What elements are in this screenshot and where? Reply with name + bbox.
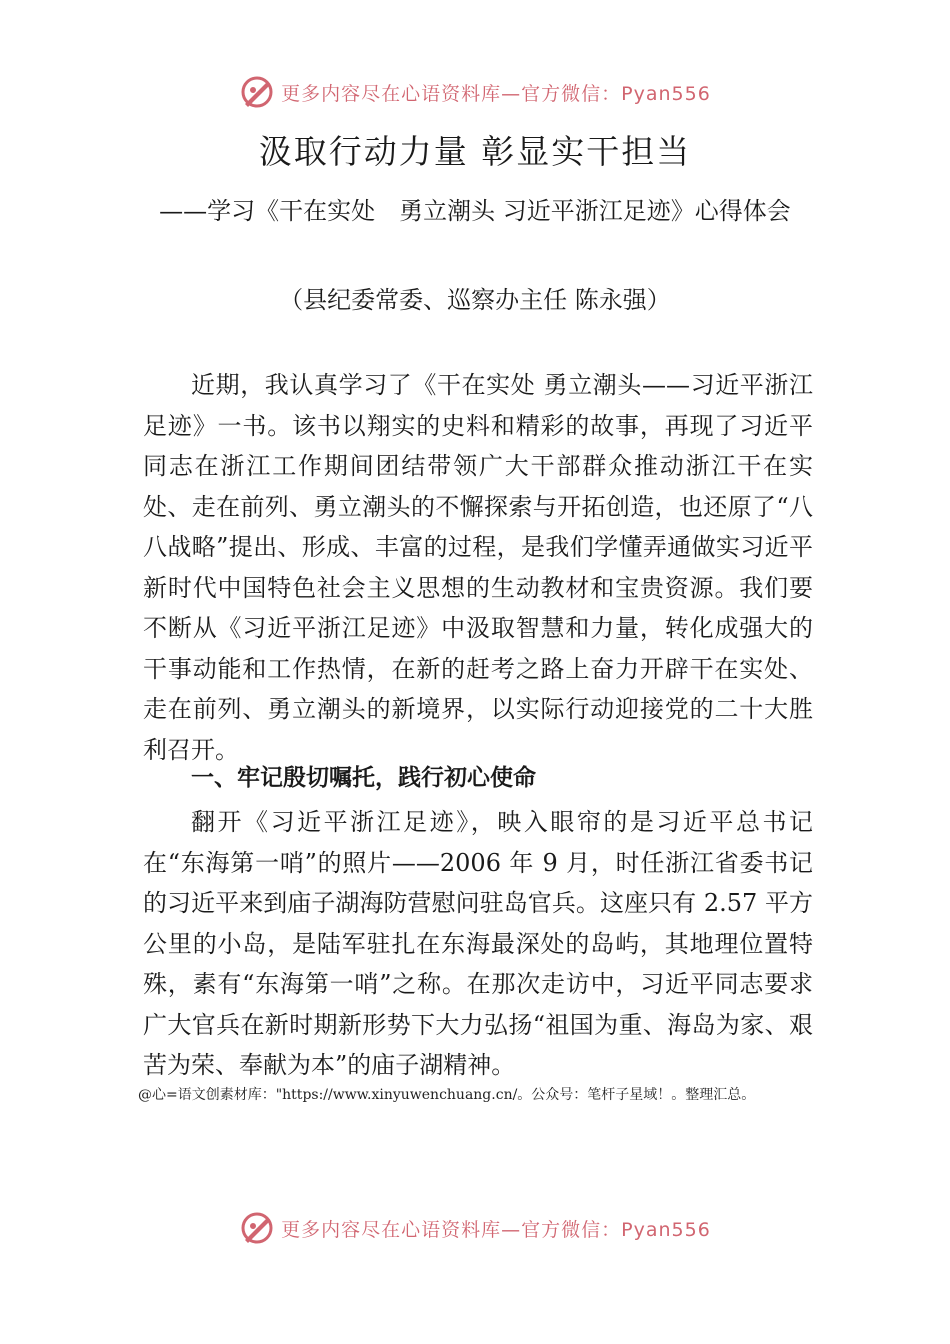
- document-title: 汲取行动力量 彰显实干担当: [258, 132, 692, 171]
- source-footnote: @心=语文创素材库："https://www.xinyuwenchuang.cn/。公众号：笔杆子星域！。整理汇总。: [138, 1087, 756, 1103]
- document-subtitle: ——学习《干在实处 勇立潮头 习近平浙江足迹》心得体会: [159, 197, 791, 225]
- document-author: （县纪委常委、巡察办主任 陈永强）: [279, 286, 671, 314]
- bottom-watermark-banner: [0, 1208, 950, 1248]
- banner-text: 更多内容尽在心语资料库—官方微信：Pyan556: [281, 82, 711, 105]
- top-watermark-banner: [0, 72, 950, 112]
- paragraph-intro: 近期，我认真学习了《干在实处 勇立潮头——习近平浙江足迹》一书。该书以翔实的史料和精彩的故事，再现了习近平同志在浙江工作期间团结带领广大干部群众推动浙江干在实处、走在前列、勇立潮头的不懈探索与开拓创造，也还原了“八八战略”提出、形成、丰富的过程，是我们学懂弄通做实习近平新时代中国特色社会主义思想的生动教材和宝贵资源。我们要不断从《习近平浙江足迹》中汲取智慧和力量，转化成强大的干事动能和工作热情，在新的赶考之路上奋力开辟干在实处、走在前列、勇立潮头的新境界，以实际行动迎接党的二十大胜利召开。: [143, 371, 813, 764]
- paragraph-section-1: 翻开《习近平浙江足迹》，映入眼帘的是习近平总书记在“东海第一哨”的照片——2006 年 9 月，时任浙江省委书记的习近平来到庙子湖海防营慰问驻岛官兵。这座只有 2.57 平方公里的小岛，是陆军驻扎在东海最深处的岛屿，其地理位置特殊，素有“东海第一哨”之称。在那次走访中，习近平同志要求广大官兵在新时期新形势下大力弘扬“祖国为重、海岛为家、艰苦为荣、奉献为本”的庙子湖精神。: [143, 808, 813, 1079]
- section-heading-1: 一、牢记殷切嘱托，践行初心使命: [191, 765, 536, 791]
- pen-seal-logo-icon: [239, 74, 275, 110]
- banner-text: 更多内容尽在心语资料库—官方微信：Pyan556: [281, 1218, 711, 1241]
- pen-seal-logo-icon: [239, 1210, 275, 1246]
